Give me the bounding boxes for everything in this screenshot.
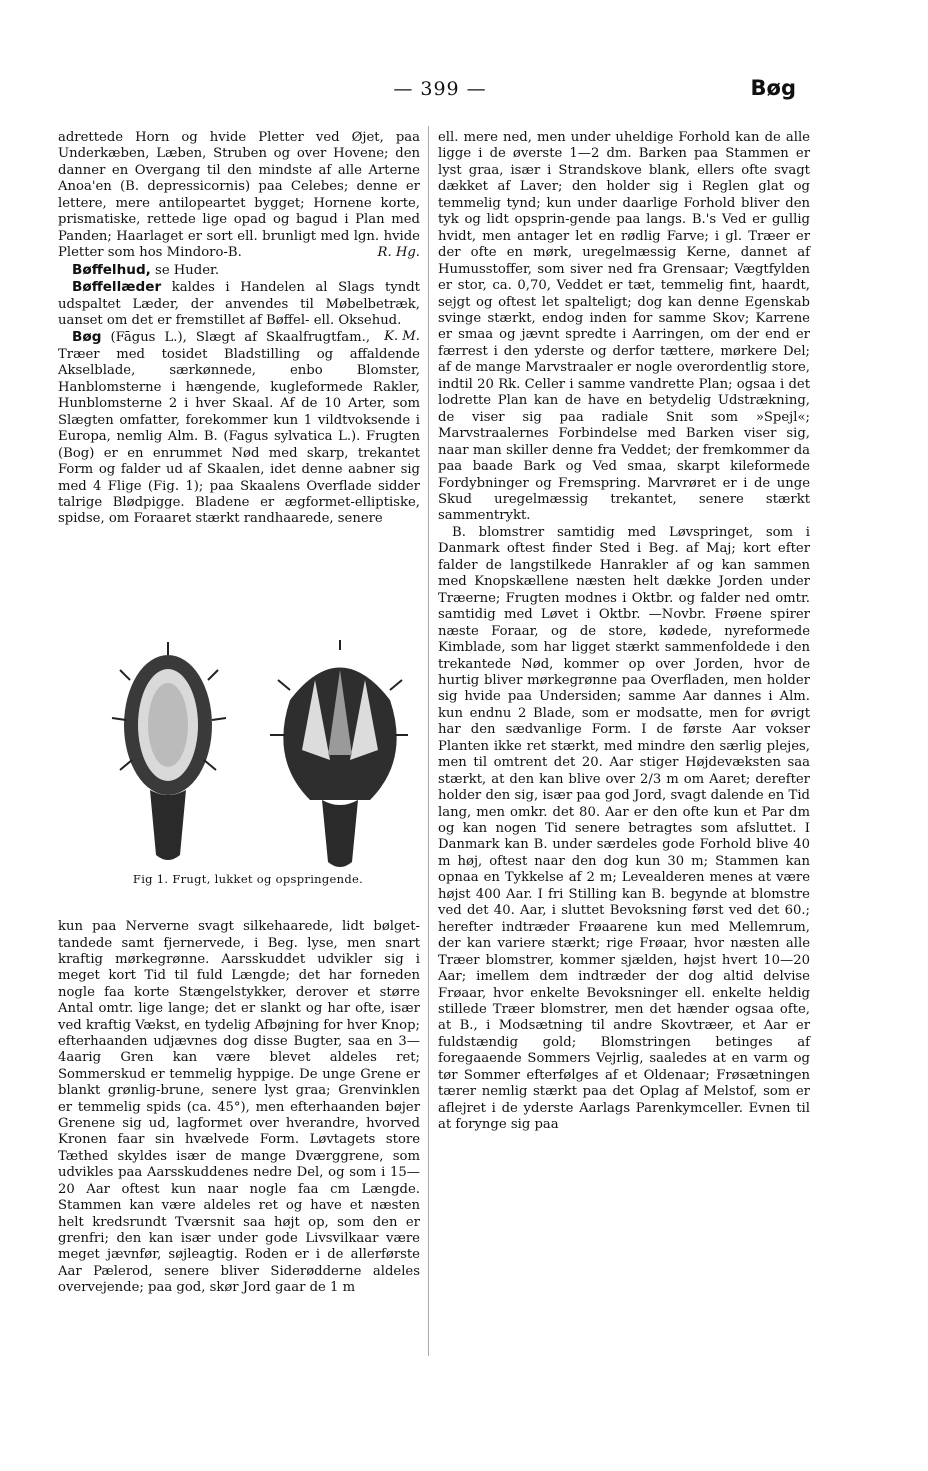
entry-text: (Fāgus L.), Slægt af Skaalfrugtfam., Træer med tosidet Bladstilling og affaldende Akselblade, særkønnede, enbo Blomster, Hanblomsterne i hængende, kugleformede Rakler, Hunblomsterne 2 i hver Skaal. Af de 10 Arter, som Slægten omfatter, forekommer kun 1 vildtvoksende i Europa, nemlig Alm. B. (Fagus sylvatica L.). Frugten (Bog) er en enrummet Nød med skarp, trekantet Form og falder ud af Skaalen, idet denne aabner sig med 4 Flige (Fig. 1); paa Skaalens Overflade sidder talrige Blødpigge. Bladene er ægformet-elliptiske, spidse, om Foraaret stærkt randhaarede, senere [58, 330, 420, 527]
entry-text: se Huder. [155, 262, 220, 278]
right-column [438, 130, 810, 1134]
paragraph: B. blomstrer samtidig med Løvspringet, som i Danmark oftest finder Sted i Beg. af Maj; kort efter falder de langstilkede Hanrakler af og kan sammen med Knopskællene næsten helt dække Jorden under Træerne; Frugten modnes i Oktbr. og falder ned omtr. samtidig med Løvet i Oktbr. —Novbr. Frøene spirer næste Foraar, og de store, kødede, nyreformede Kimblade, som har ligget stærkt sammenfoldede i den trekantede Nød, kommer op over Jorden, hvor de hurtig bliver mørkegrønne paa Overfladen, men holder sig hvide paa Undersiden; samme Aar dannes i Alm. kun endnu 2 Blade, som er modsatte, men for øvrigt har den sædvanlige Form. I de første Aar vokser Planten ikke ret stærkt, med mindre den særlig plejes, men til omtrent det 20. Aar stiger Højdevæksten saa stærkt, at den kan blive over 2/3 m om Aaret; derefter holder den sig, især paa god Jord, svagt dalende en Tid lang, men omkr. det 80. Aar er den ofte kun et Par dm og kan nogen Tid senere betragtes som afsluttet. I Danmark kan B. under særdeles gode Forhold blive 40 m høj, oftest naar den dog kun 30 m; Stammen kan opnaa en Tykkelse af 2 m; Levealderen menes at være højst 400 Aar. I fri Stilling kan B. begynde at blomstre ved det 40. Aar, i sluttet Bevoksning først ved det 60.; herefter indtræder Frøaarene kun med Mellemrum, der kan variere stærkt; rige Frøaar, hvor næsten alle Træer blomstrer, kommer sjælden, højst hvert 10—20 Aar; imellem dem indtræder der dog altid delvise Frøaar, hvor enkelte Bevoksninger ell. enkelte heldig stillede Træer blomstrer, men det hænder ogsaa ofte, at B., i Modsætning til andre Skovtræer, et Aar er fuldstændig gold; Blomstringen betinges af foregaaende Sommers Vejrlig, saaledes at en varm og tør Sommer efterfølges af et Oldenaar; Frøsætningen tærer nemlig stærkt paa det Oplag af Melstof, som er aflejret i de yderste Aarlags Parenkymceller. Evnen til at forynge sig paa [438, 524, 810, 1133]
opened-fruit-drawing [270, 640, 408, 867]
author-signature: K. M. [384, 329, 420, 345]
author-signature: R. Hg. [377, 245, 420, 261]
paragraph-text: adrettede Horn og hvide Pletter ved Øjet, paa Underkæben, Læben, Struben og over Hovene; den danner en Overgang til den mindste af alle Arterne Anoa'en (B. depressicornis) paa Celebes; denne er lettere, mere antilopeartet bygget; Hornene korte, prismatiske, rettede lige opad og bagud i Plan med Panden; Haarlaget er sort ell. brunligt med lgn. hvide Pletter som hos Mindoro-B. [58, 130, 420, 261]
paragraph [58, 130, 420, 262]
running-head-word: Bøg [750, 76, 796, 100]
beech-fruit-illustration [90, 640, 410, 885]
entry-headword: Bøffellæder [72, 279, 162, 296]
left-column [58, 130, 420, 528]
closed-fruit-drawing [112, 642, 226, 860]
paragraph: kun paa Nerverne svagt silkehaarede, lidt bølget-tandede samt fjernervede, i Beg. lyse, men snart kraftig mørkegrønne. Aarsskuddet udvikler sig i meget kort Tid til fuld Længde; det har forneden nogle faa korte Stængelstykker, derover et større Antal omtr. lige lange; det er slankt og har ofte, især ved kraftig Vækst, en tydelig Afbøjning for hver Knop; efterhaanden udjævnes dog disse Bugter, saa en 3—4aarig Gren kan være blevet aldeles ret; Sommerskud er temmelig hyppige. De unge Grene er blankt grønlig-brune, senere lyst graa; Grenvinklen er temmelig spids (ca. 45°), men efterhaanden bøjer Grenene sig ud, lagformet over hverandre, hvorved Kronen faar sin hvælvede Form. Løvtagets store Tæthed skyldes især de mange Dværggrene, som udvikles paa Aarsskuddenes nedre Del, og som i 15—20 Aar oftest kun naar nogle faa cm Længde. Stammen kan være aldeles ret og have et næsten helt kredsrundt Tværsnit saa højt op, som den er grenfri; den kan især under gode Livsvilkaar være meget jævnfør, søjleagtig. Roden er i de allerførste Aar Pælerod, senere bliver Siderødderne aldeles overvejende; paa god, skør Jord gaar de 1 m [58, 919, 420, 1296]
entry-bog [58, 329, 420, 527]
column-rule [428, 126, 429, 1356]
entry-headword: Bøffelhud, [72, 261, 151, 278]
entry-headword: Bøg [72, 329, 102, 346]
paragraph: ell. mere ned, men under uheldige Forhold kan de alle ligge i de øverste 1—2 dm. Barken paa Stammen er lyst graa, især i Strandskove blank, ellers ofte svagt dækket af Laver; den holder sig i Reglen glat og temmelig tynd; kun under daarlige Forhold bliver den tyk og lidt opsprin-gende paa langs. B.'s Ved er gullig hvidt, men antager let en rødlig Farve; i gl. Træer er der ofte en mørk, uregelmæssig Kerne, dannet af Humusstoffer, som siver ned fra Grensaar; Vægtfylden er stor, ca. 0,70, Veddet er tæt, temmelig fint, haardt, sejgt og oftest let spalteligt; dog kan denne Egenskab svinge stærkt, endog inden for samme Skov; Karrene er smaa og jævnt spredte i Aarringen, om der end er færrest i den yderste og derfor tættere, mørkere Del; af de mange Marvstraaler er nogle overordentlig store, indtil 20 Rk. Celler i samme vandrette Plan; ogsaa i det lodrette Plan kan de have en betydelig Udstrækning, de viser sig paa radiale Snit som »Spejl«; Marvstraalernes Forbindelse med Barken viser sig, naar man skiller denne fra Veddet; der fremkommer da paa baade Bark og Ved smaa, skarpt kileformede Fordybninger og Fremspring. Marvrøret er i de unge Skud uregelmæssig trekantet, senere stærkt sammentrykt. [438, 130, 810, 524]
page-number: — 399 — [393, 78, 487, 100]
entry-text: kaldes i Handelen al Slags tyndt udspaltet Læder, der anvendes til Møbelbetræk, uanset om det er fremstillet af Bøffel- ell. Oksehud. [58, 280, 420, 328]
figure-caption: Fig 1. Frugt, lukket og opspringende. [132, 872, 364, 886]
left-column-bottom [58, 906, 420, 1310]
entry-boffelhud [58, 262, 420, 279]
